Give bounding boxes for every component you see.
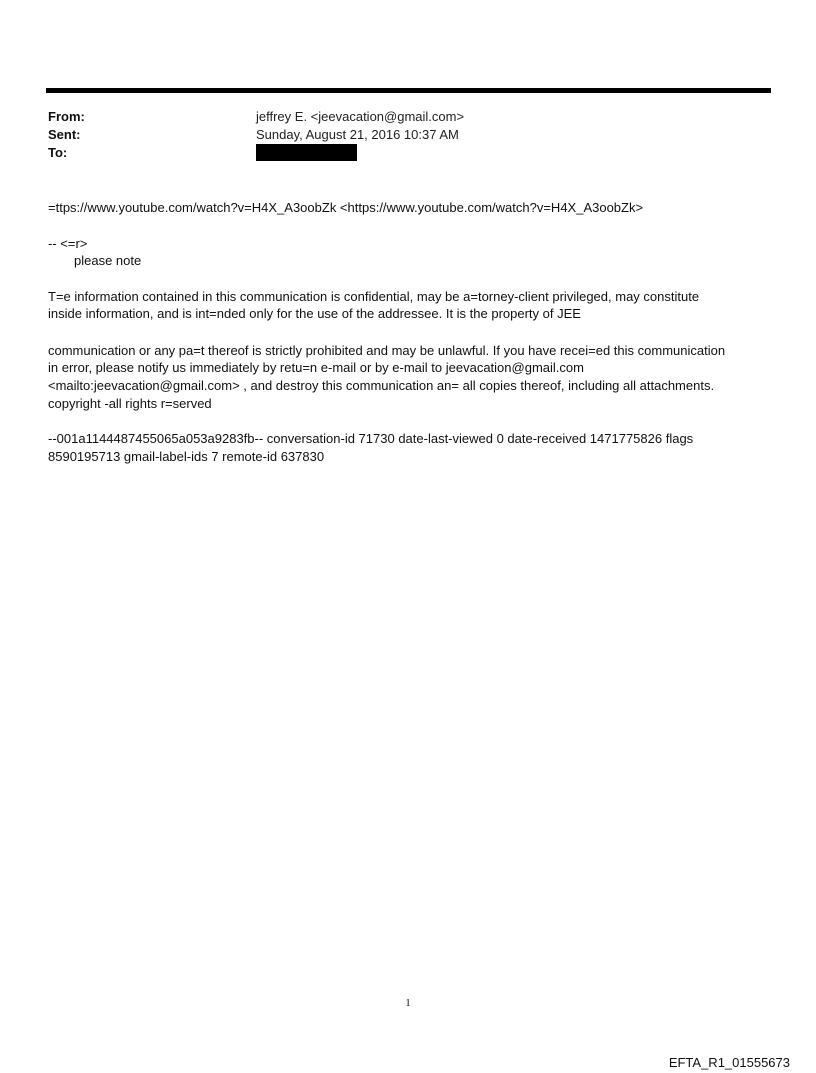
notice-line-1: communication or any pa=t thereof is strictly prohibited and may be unlawful. If you have recei=ed this communication: [48, 343, 726, 358]
metadata-line-2: 8590195713 gmail-label-ids 7 remote-id 637830: [48, 449, 325, 464]
page-number: 1: [405, 997, 411, 1009]
to-label: To:: [48, 145, 68, 160]
bates-number: EFTA_R1_01555673: [668, 1055, 790, 1070]
confidentiality-line-2: inside information, and is int=nded only for the use of the addressee. It is the property of JEE: [48, 306, 581, 321]
confidentiality-line-1: T=e information contained in this communication is confidential, may be a=torney-client privileged, may constitute: [48, 289, 700, 304]
notice-line-2: in error, please notify us immediately by retu=n e-mail or by e-mail to jeevacation@gmail.com: [48, 360, 584, 375]
notice-line-3: <mailto:jeevacation@gmail.com> , and destroy this communication an= all copies thereof, including all attachments.: [48, 378, 715, 393]
youtube-link-line: =ttps://www.youtube.com/watch?v=H4X_A3oobZk <https://www.youtube.com/watch?v=H4X_A3oobZk>: [48, 200, 644, 215]
signature-note: please note: [74, 253, 142, 268]
to-redaction-box: [256, 144, 357, 161]
header-rule: [46, 88, 771, 93]
from-label: From:: [48, 109, 85, 124]
notice-line-4: copyright -all rights r=served: [48, 396, 212, 411]
sent-value: Sunday, August 21, 2016 10:37 AM: [256, 127, 459, 142]
signature-marker: -- <=r>: [48, 236, 88, 251]
sent-label: Sent:: [48, 127, 81, 142]
from-value: jeffrey E. <jeevacation@gmail.com>: [256, 109, 465, 124]
metadata-line-1: --001a1144487455065a053a9283fb-- conversation-id 71730 date-last-viewed 0 date-received 1471775826 flags: [48, 431, 694, 446]
